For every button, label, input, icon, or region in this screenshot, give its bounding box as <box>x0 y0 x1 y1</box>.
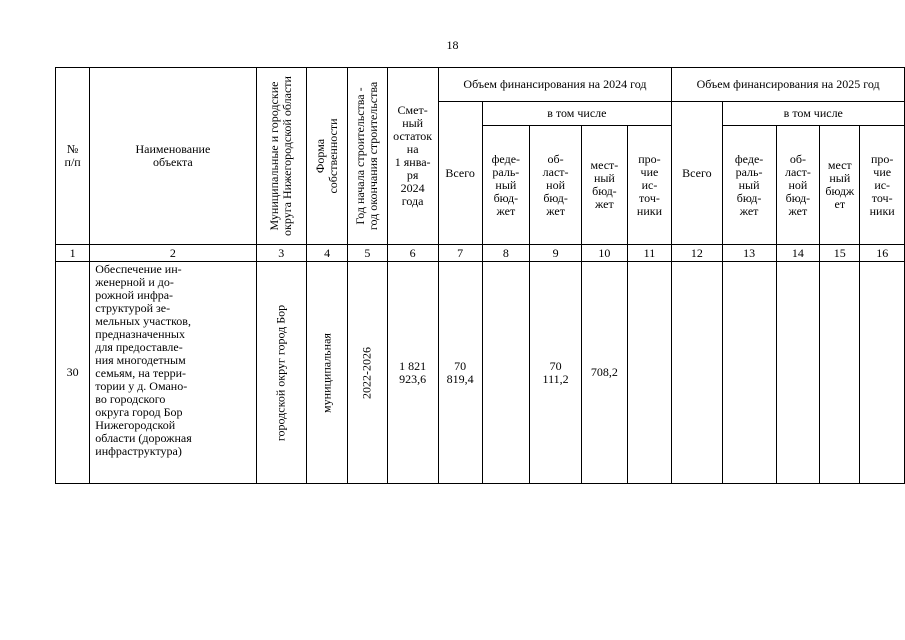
column-number: 13 <box>722 245 776 262</box>
row-years-text: 2022-2026 <box>359 346 374 399</box>
row-ownership-text: муниципальная <box>319 332 334 413</box>
column-number: 4 <box>307 245 348 262</box>
column-number: 9 <box>530 245 582 262</box>
header-funding-2024: Объем финансирования на 2024 год <box>438 68 672 102</box>
row-municipality-text: городской округ город Бор <box>273 304 288 441</box>
row-ownership <box>307 262 348 484</box>
column-number: 3 <box>256 245 306 262</box>
header-including-2024: в том числе <box>482 102 672 126</box>
header-total-2025: Всего <box>672 102 722 245</box>
header-name: Наименование объекта <box>90 68 256 245</box>
row-local-2025 <box>820 262 860 484</box>
header-years-text: Год начала строительства - год окончания строительства <box>353 81 381 231</box>
row-other-2024 <box>627 262 672 484</box>
row-federal-2025 <box>722 262 776 484</box>
column-number: 1 <box>56 245 90 262</box>
row-local-2024: 708,2 <box>582 262 628 484</box>
header-regional-2024: об- ласт- ной бюд- жет <box>530 126 582 245</box>
page-number: 18 <box>446 38 459 52</box>
header-total-2024: Всего <box>438 102 482 245</box>
column-number: 10 <box>582 245 628 262</box>
header-funding-2025: Объем финансирования на 2025 год <box>672 68 905 102</box>
header-ownership <box>307 68 348 245</box>
financing-table <box>55 67 905 484</box>
row-years <box>348 262 387 484</box>
row-regional-2024: 70 111,2 <box>530 262 582 484</box>
header-local-2025: мест ный бюдж ет <box>820 126 860 245</box>
header-regional-2025: об- ласт- ной бюд- жет <box>776 126 820 245</box>
header-years <box>348 68 387 245</box>
column-number: 7 <box>438 245 482 262</box>
row-num: 30 <box>56 262 90 484</box>
column-number: 5 <box>348 245 387 262</box>
column-number: 15 <box>820 245 860 262</box>
row-municipality <box>256 262 306 484</box>
header-municipality <box>256 68 306 245</box>
column-number: 14 <box>776 245 820 262</box>
header-federal-2025: феде- раль- ный бюд- жет <box>722 126 776 245</box>
header-other-2025: про- чие ис- точ- ники <box>860 126 905 245</box>
row-other-2025 <box>860 262 905 484</box>
header-other-2024: про- чие ис- точ- ники <box>627 126 672 245</box>
header-ownership-text: Форма собственности <box>313 118 341 194</box>
header-num: № п/п <box>56 68 90 245</box>
column-number: 12 <box>672 245 722 262</box>
table-row <box>56 262 905 484</box>
column-number: 2 <box>90 245 256 262</box>
row-total-2024: 70 819,4 <box>438 262 482 484</box>
header-municipality-text: Муниципальные и городские округа Нижегородской области <box>267 76 295 236</box>
column-number: 16 <box>860 245 905 262</box>
row-name: Обеспечение ин- женерной и до- рожной инфра- структурой зе- мельных участков, предназначенных для предоставле- ния многодетным семьям, на терри- тории у д. Омано- во городского округа город Бор Нижегородской области (дорожная инфраструктура) <box>90 262 256 484</box>
column-number: 8 <box>482 245 530 262</box>
row-federal-2024 <box>482 262 530 484</box>
row-estimate: 1 821 923,6 <box>387 262 438 484</box>
header-including-2025: в том числе <box>722 102 904 126</box>
column-number-row <box>56 245 905 262</box>
column-number: 6 <box>387 245 438 262</box>
column-number: 11 <box>627 245 672 262</box>
header-local-2024: мест- ный бюд- жет <box>582 126 628 245</box>
row-regional-2025 <box>776 262 820 484</box>
row-total-2025 <box>672 262 722 484</box>
header-federal-2024: феде- раль- ный бюд- жет <box>482 126 530 245</box>
header-estimate: Смет- ный остаток на 1 янва- ря 2024 года <box>387 68 438 245</box>
